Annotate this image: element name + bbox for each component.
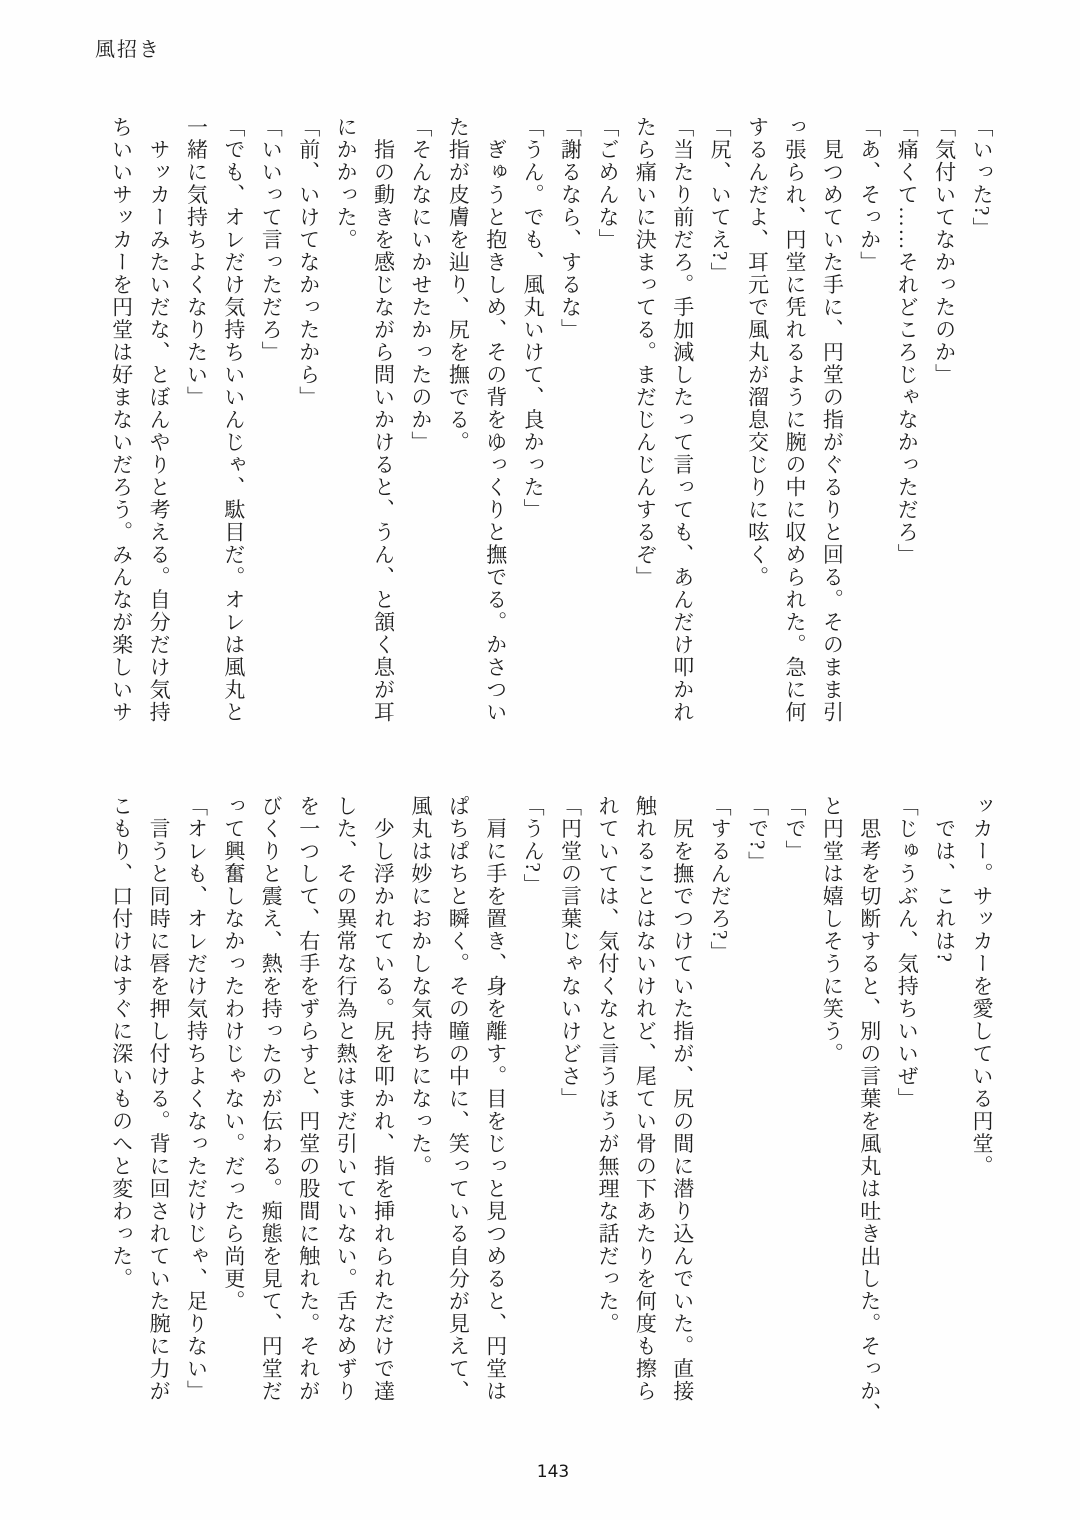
text-line: サッカーみたいだな、とぼんやりと考える。自分だけ気持 <box>147 116 172 724</box>
text-line: 「いった?」 <box>970 116 994 240</box>
text-line: ぱちぱちと瞬く。その瞳の中に、笑っている自分が見えて、 <box>446 795 471 1403</box>
page-number: 143 <box>536 1462 570 1482</box>
text-line: 尻を撫でつけていた指が、尻の間に潜り込んでいた。直接 <box>670 795 695 1403</box>
text-line: と円堂は嬉しそうに笑う。 <box>820 795 845 1065</box>
text-line: 思考を切断すると、別の言葉を風丸は吐き出した。そっか、 <box>857 795 882 1425</box>
text-line: って興奮しなかったわけじゃない。だったら尚更。 <box>221 795 246 1313</box>
text-line: た指が皮膚を辿り、尻を撫でる。 <box>446 116 471 454</box>
text-line: 「うん?」 <box>521 795 546 896</box>
text-line: 「円堂の言葉じゃないけどさ」 <box>558 795 583 1110</box>
text-line: 風丸は妙におかしな気持ちになった。 <box>408 795 433 1178</box>
lower-text-block <box>102 795 1000 1431</box>
text-line: 「オレも、オレだけ気持ちよくなっただけじゃ、足りない」 <box>184 795 209 1403</box>
text-line: 「前、いけてなかったから」 <box>296 116 321 409</box>
text-line: たら痛いに決まってる。まだじんじんするぞ」 <box>633 116 658 589</box>
text-line: 言うと同時に唇を押し付ける。背に回されていた腕に力が <box>147 795 172 1403</box>
text-line: 「あ、そっか」 <box>857 116 882 274</box>
text-line: 「そんなにいかせたかったのか」 <box>408 116 433 454</box>
page-header-title: 風招き <box>95 39 161 61</box>
text-line: 「で?」 <box>745 795 770 874</box>
text-line: 「うん。でも、風丸いけて、良かった」 <box>521 116 546 521</box>
text-line: 「いいって言っただろ」 <box>259 116 284 364</box>
text-line: 少し浮かれている。尻を叩かれ、指を挿れられただけで達 <box>371 795 396 1403</box>
text-line: 「当たり前だろ。手加減したって言っても、あんだけ叩かれ <box>670 116 695 724</box>
text-line: した、その異常な行為と熱はまだ引いていない。舌なめずり <box>334 795 359 1403</box>
text-line: 「ごめんな」 <box>595 116 620 251</box>
text-line: では、これは? <box>932 795 957 964</box>
text-line: ッカー。サッカーを愛している円堂。 <box>970 795 994 1178</box>
text-line: 「でも、オレだけ気持ちいいんじゃ、駄目だ。オレは風丸と <box>221 116 246 724</box>
text-line: 「するんだろ?」 <box>708 795 733 964</box>
text-line: にかかった。 <box>334 116 359 251</box>
text-line: びくりと震え、熱を持ったのが伝わる。痴態を見て、円堂だ <box>259 795 284 1403</box>
text-line: するんだよ、耳元で風丸が溜息交じりに呟く。 <box>745 116 770 589</box>
text-line: っ張られ、円堂に凭れるように腕の中に収められた。急に何 <box>782 116 807 724</box>
text-line: 見つめていた手に、円堂の指がぐるりと回る。そのまま引 <box>820 116 845 724</box>
text-line: 指の動きを感じながら問いかけると、うん、と頷く息が耳 <box>371 116 396 724</box>
text-line: 「気付いてなかったのか」 <box>932 116 957 386</box>
text-line: 「尻、いてえ?」 <box>708 116 733 285</box>
text-line: 「痛くて……それどころじゃなかっただろ」 <box>895 116 920 566</box>
text-line: を一つして、右手をずらすと、円堂の股間に触れた。それが <box>296 795 321 1403</box>
upper-text-block <box>102 116 1000 748</box>
text-line: ぎゅうと抱きしめ、その背をゆっくりと撫でる。かさつい <box>483 116 508 724</box>
text-line: 「で」 <box>782 795 807 863</box>
text-line: 「じゅうぶん、気持ちいいぜ」 <box>895 795 920 1110</box>
text-line: ちいいサッカーを円堂は好まないだろう。みんなが楽しいサ <box>109 116 134 724</box>
text-line: 「謝るなら、するな」 <box>558 116 583 341</box>
text-line: 肩に手を置き、身を離す。目をじっと見つめると、円堂は <box>483 795 508 1403</box>
text-line: れていては、気付くなと言うほうが無理な話だった。 <box>595 795 620 1335</box>
text-line: 一緒に気持ちよくなりたい」 <box>184 116 209 409</box>
text-line: 触れることはないけれど、尾てい骨の下あたりを何度も擦ら <box>633 795 658 1403</box>
text-line: こもり、口付けはすぐに深いものへと変わった。 <box>109 795 134 1290</box>
